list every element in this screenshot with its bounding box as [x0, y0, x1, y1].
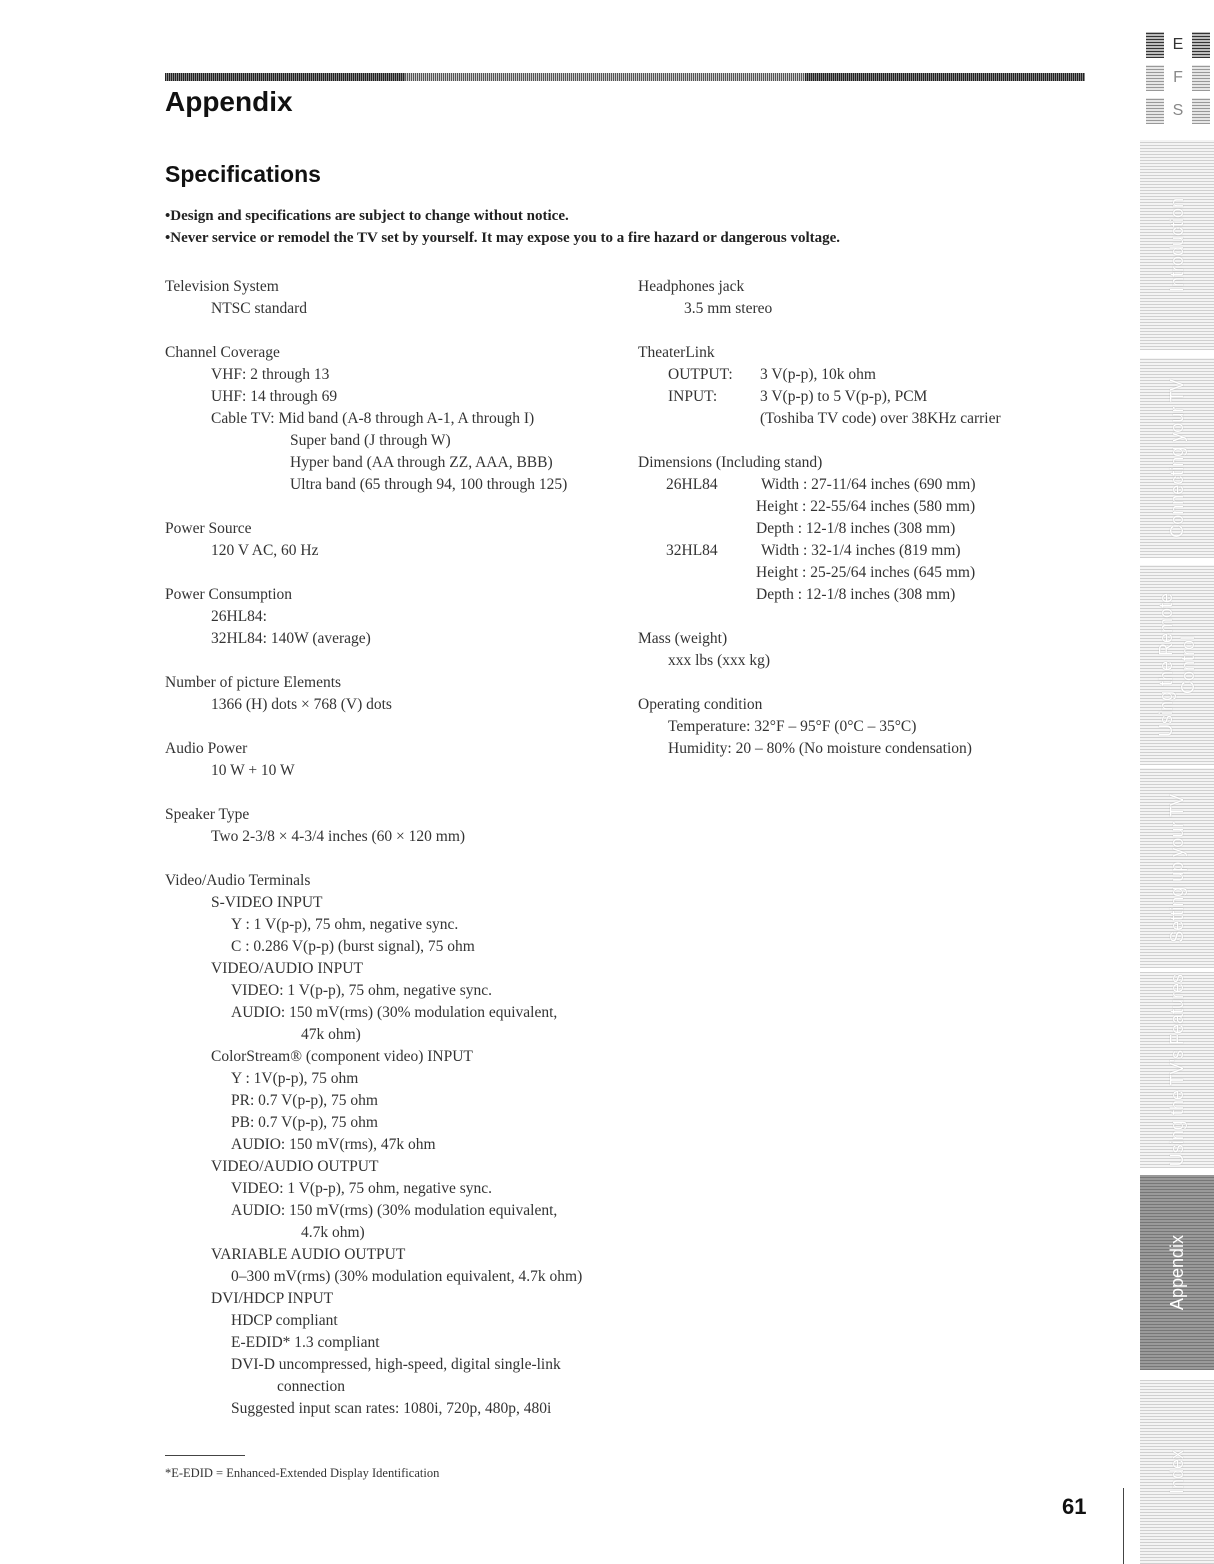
spec-subtitle: VIDEO/AUDIO OUTPUT	[211, 1158, 379, 1175]
spec-title: Channel Coverage	[165, 344, 280, 361]
spec-headphones	[638, 276, 1078, 320]
side-tab-setting-up[interactable]	[1140, 768, 1214, 968]
spec-value: DVI-D uncompressed, high-speed, digital single-link	[231, 1356, 561, 1373]
spec-value: VHF: 2 through 13	[211, 366, 330, 383]
spec-value: Y : 1 V(p-p), 75 ohm, negative sync.	[231, 916, 459, 933]
spec-value: Height : 22-55/64 inches (580 mm)	[756, 498, 976, 515]
spec-value: 10 W + 10 W	[211, 762, 295, 779]
notice-list	[165, 205, 840, 249]
spec-value: PB: 0.7 V(p-p), 75 ohm	[231, 1114, 378, 1131]
spec-value: AUDIO: 150 mV(rms), 47k ohm	[231, 1136, 436, 1153]
spec-value: Y : 1V(p-p), 75 ohm	[231, 1070, 359, 1087]
notice-item: • Design and specifications are subject to change without notice.	[165, 205, 840, 227]
spec-title: Number of picture Elements	[165, 674, 342, 691]
spec-title: Mass (weight)	[638, 630, 728, 647]
spec-value: AUDIO: 150 mV(rms) (30% modulation equivalent,	[231, 1202, 558, 1219]
spec-title: TheaterLink	[638, 344, 715, 361]
spec-value: Height : 25-25/64 inches (645 mm)	[756, 564, 976, 581]
language-selector	[1146, 28, 1214, 127]
language-marker-icon	[1192, 32, 1210, 58]
spec-column-left	[165, 276, 625, 1442]
language-marker-icon	[1146, 98, 1164, 124]
spec-value: 1366 (H) dots × 768 (V) dots	[211, 696, 392, 713]
spec-model: 26HL84	[666, 476, 718, 493]
side-tab-index[interactable]	[1140, 1380, 1214, 1564]
spec-value: 26HL84:	[211, 608, 267, 625]
spec-value: Two 2-3/8 × 4-3/4 inches (60 × 120 mm)	[211, 828, 466, 845]
spec-value: xxx lbs (xxx kg)	[668, 652, 771, 669]
spec-operating	[638, 694, 1078, 760]
language-label-french[interactable]: F	[1173, 68, 1183, 86]
side-tab-features[interactable]	[1140, 972, 1214, 1168]
spec-value: (Toshiba TV code) over 38KHz carrier	[760, 410, 1001, 427]
spec-subtitle: VARIABLE AUDIO OUTPUT	[211, 1246, 406, 1263]
spec-model: 32HL84	[666, 542, 718, 559]
side-tab-label: Using the Remote Control	[1156, 592, 1198, 738]
side-tab-label: Connecting your TV	[1167, 378, 1187, 538]
spec-power-consumption	[165, 584, 625, 650]
spec-key: OUTPUT:	[668, 366, 733, 383]
spec-value: AUDIO: 150 mV(rms) (30% modulation equivalent,	[231, 1004, 558, 1021]
side-tab-label: Index	[1167, 1449, 1187, 1495]
spec-value: Super band (J through W)	[290, 432, 451, 449]
side-tab-label: Setting up your TV	[1167, 793, 1187, 943]
spec-value: C : 0.286 V(p-p) (burst signal), 75 ohm	[231, 938, 475, 955]
chapter-title: Appendix	[165, 86, 293, 117]
spec-value: E-EDID* 1.3 compliant	[231, 1334, 380, 1351]
spec-value: Depth : 12-1/8 inches (308 mm)	[756, 520, 956, 537]
spec-value: 0–300 mV(rms) (30% modulation equivalent, 4.7k ohm)	[231, 1268, 583, 1285]
header-rule	[165, 73, 1085, 81]
spec-power-source	[165, 518, 625, 562]
page-number: 61	[1062, 1494, 1087, 1519]
spec-value: Width : 27-11/64 inches (690 mm)	[761, 476, 976, 493]
side-tab-introduction[interactable]	[1140, 140, 1214, 350]
spec-theaterlink	[638, 342, 1078, 430]
spec-value: Suggested input scan rates: 1080i, 720p, 480p, 480i	[231, 1400, 552, 1417]
spec-title: Video/Audio Terminals	[165, 872, 311, 889]
spec-title: Headphones jack	[638, 278, 745, 295]
spec-subtitle: DVI/HDCP INPUT	[211, 1290, 334, 1307]
spec-tv-system	[165, 276, 625, 320]
spec-title: Power Source	[165, 520, 252, 537]
side-tab-appendix[interactable]	[1140, 1175, 1214, 1370]
language-label-english[interactable]: E	[1172, 35, 1184, 53]
spec-value: Hyper band (AA through ZZ, AAA, BBB)	[290, 454, 553, 471]
spec-value: Temperature: 32°F – 95°F (0°C – 35°C)	[668, 718, 917, 735]
spec-value: 120 V AC, 60 Hz	[211, 542, 319, 559]
spec-title: Power Consumption	[165, 586, 293, 603]
language-marker-icon	[1192, 98, 1210, 124]
page-number-divider	[1123, 1488, 1124, 1564]
notice-item: • Never service or remodel the TV set by yourself. It may expose you to a fire hazard or dangerous voltage.	[165, 227, 840, 249]
spec-value: Ultra band (65 through 94, 100 through 125)	[290, 476, 568, 493]
side-tab-remote-control[interactable]	[1140, 565, 1214, 765]
spec-value: Humidity: 20 – 80% (No moisture condensation)	[668, 740, 972, 757]
spec-key: INPUT:	[668, 388, 718, 405]
spec-value: VIDEO: 1 V(p-p), 75 ohm, negative sync.	[231, 982, 493, 999]
spec-value: 4.7k ohm)	[301, 1224, 365, 1241]
side-tab-label: Appendix	[1167, 1234, 1187, 1311]
side-tab-label: Introduction	[1167, 197, 1187, 293]
spec-value: 3 V(p-p), 10k ohm	[760, 366, 876, 383]
side-tab-label: Using the TV's Features	[1167, 973, 1187, 1167]
spec-mass	[638, 628, 1078, 672]
spec-terminals	[165, 870, 625, 1420]
spec-subtitle: ColorStream® (component video) INPUT	[211, 1048, 473, 1065]
spec-title: Television System	[165, 278, 279, 295]
spec-value: 32HL84: 140W (average)	[211, 630, 371, 647]
spec-channel-coverage	[165, 342, 625, 496]
spec-title: Audio Power	[165, 740, 248, 757]
spec-value: 3.5 mm stereo	[684, 300, 773, 317]
spec-value: 47k ohm)	[301, 1026, 361, 1043]
language-marker-icon	[1146, 32, 1164, 58]
spec-value: UHF: 14 through 69	[211, 388, 338, 405]
spec-value: VIDEO: 1 V(p-p), 75 ohm, negative sync.	[231, 1180, 493, 1197]
spec-title: Speaker Type	[165, 806, 250, 823]
spec-value: PR: 0.7 V(p-p), 75 ohm	[231, 1092, 378, 1109]
language-marker-icon	[1192, 65, 1210, 91]
spec-value: connection	[277, 1378, 346, 1395]
language-label-spanish[interactable]: S	[1172, 101, 1184, 119]
spec-title: Operating condition	[638, 696, 763, 713]
footnote-rule	[165, 1455, 245, 1456]
spec-value: Depth : 12-1/8 inches (308 mm)	[756, 586, 956, 603]
spec-dimensions	[638, 452, 1078, 606]
spec-title: Dimensions (Including stand)	[638, 454, 823, 471]
spec-picture-elements	[165, 672, 625, 716]
spec-subtitle: S-VIDEO INPUT	[211, 894, 323, 911]
language-marker-icon	[1146, 65, 1164, 91]
spec-subtitle: VIDEO/AUDIO INPUT	[211, 960, 363, 977]
spec-speaker-type	[165, 804, 625, 848]
footnote: *E-EDID = Enhanced-Extended Display Identification	[165, 1466, 440, 1480]
side-tab-connecting[interactable]	[1140, 358, 1214, 558]
section-title: Specifications	[165, 161, 321, 187]
spec-value: 3 V(p-p) to 5 V(p-p), PCM	[760, 388, 928, 405]
spec-value: HDCP compliant	[231, 1312, 338, 1329]
spec-audio-power	[165, 738, 625, 782]
spec-column-right	[638, 276, 1078, 782]
spec-value: NTSC standard	[211, 300, 308, 317]
spec-value: Cable TV: Mid band (A-8 through A-1, A through I)	[211, 410, 535, 427]
spec-value: Width : 32-1/4 inches (819 mm)	[761, 542, 961, 559]
